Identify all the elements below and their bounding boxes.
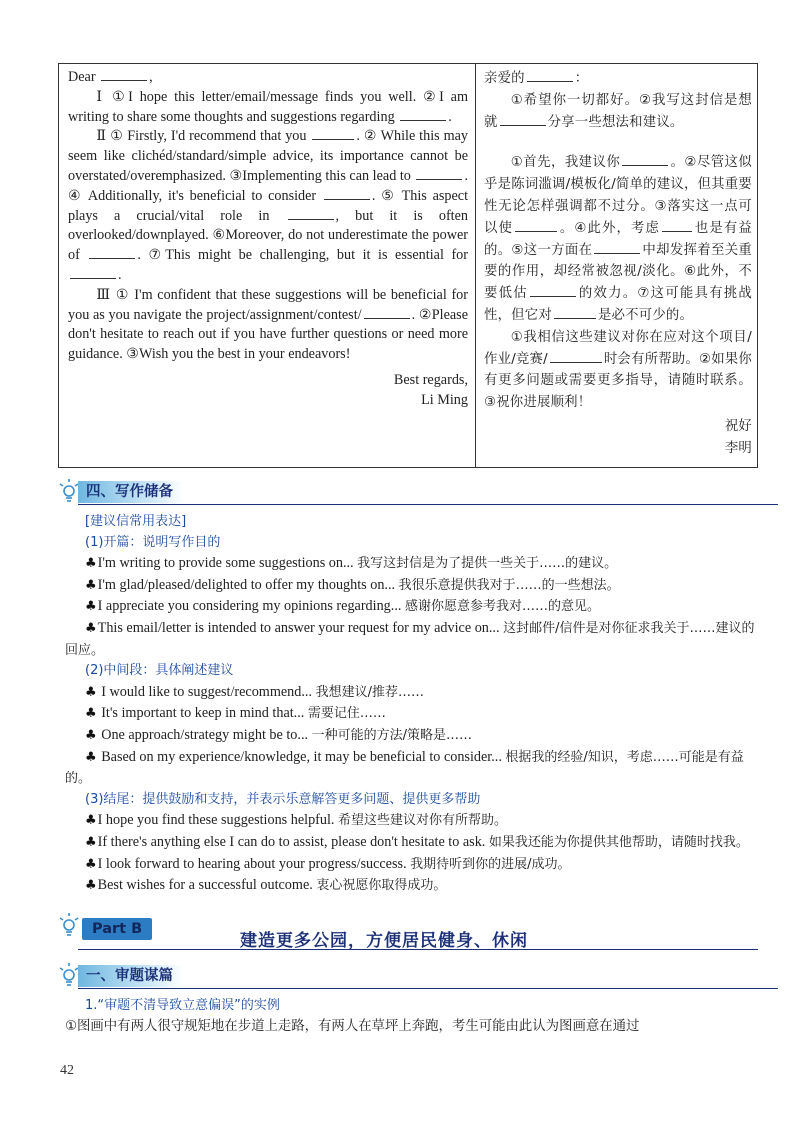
blank	[89, 246, 135, 259]
blank	[324, 187, 370, 200]
bulb-icon	[58, 962, 80, 988]
blank	[364, 306, 410, 319]
club-icon: ♣	[85, 599, 97, 615]
club-icon: ♣	[85, 684, 97, 700]
blank	[530, 284, 576, 297]
club-icon: ♣	[85, 727, 97, 743]
blank	[594, 241, 640, 254]
club-icon: ♣	[85, 556, 97, 572]
divider	[78, 949, 758, 950]
category-label: [建议信常用表达]	[85, 514, 187, 529]
club-icon: ♣	[85, 577, 97, 593]
club-icon: ♣	[85, 834, 97, 850]
letter-english-column	[59, 64, 476, 467]
list-item: ♣I hope you find these suggestions helpful. 希望这些建议对你有所帮助。	[85, 812, 508, 829]
blank	[515, 219, 557, 232]
club-icon: ♣	[85, 620, 97, 636]
en-salutation: Dear ,	[68, 69, 153, 85]
blank	[622, 153, 668, 166]
part-b-label: Part B	[82, 918, 152, 940]
list-item: ♣ It's important to keep in mind that... 需要记住……	[85, 705, 386, 722]
en-paragraph-1: Ⅰ ①I hope this letter/email/message finds you well. ②I am writing to share some thoughts and suggestions regarding .	[68, 88, 468, 125]
subsection-title: 1.“审题不清导致立意偏误”的实例	[85, 998, 280, 1013]
list-item: ♣I'm writing to provide some suggestions on... 我写这封信是为了提供一些关于……的建议。	[85, 555, 618, 572]
letter-table	[58, 63, 758, 468]
blank	[70, 266, 116, 279]
club-icon: ♣	[85, 749, 97, 765]
list-item: ♣This email/letter is intended to answer your request for my advice on... 这封邮件/信件是对你征求我关于……建议的回应。	[65, 619, 755, 658]
list-item: ♣If there's anything else I can do to assist, please don't hesitate to ask. 如果我还能为你提供其他帮助，请随时找我。	[85, 833, 749, 850]
club-icon: ♣	[85, 813, 97, 829]
en-closing: Best regards,	[393, 371, 468, 388]
zh-paragraph-1: ①希望你一切都好。②我写这封信是想就 分享一些想法和建议。	[484, 92, 752, 130]
list-item: ♣I'm glad/pleased/delighted to offer my thoughts on... 我很乐意提供我对于……的一些想法。	[85, 576, 620, 593]
blank	[500, 113, 546, 126]
page-number: 42	[60, 1063, 74, 1078]
blank	[550, 350, 602, 363]
en-paragraph-3: Ⅲ ① I'm confident that these suggestions will be beneficial for you as you navigate the project/assignment/contest/ . ②Please don't hesitate to reach out if you have further questions or need more guidance. ③Wish you the best in your endeavors!	[68, 286, 468, 363]
section-1-body	[65, 996, 758, 1037]
blank	[312, 127, 354, 140]
zh-closing: 祝好	[724, 418, 752, 434]
blank	[101, 68, 147, 81]
list-item: ♣ Based on my experience/knowledge, it may be beneficial to consider... 根据我的经验/知识，考虑……可能是有益的。	[65, 748, 744, 787]
club-icon: ♣	[85, 878, 97, 894]
blank	[400, 108, 446, 121]
part-b-title: 建造更多公园，方便居民健身、休闲	[240, 931, 528, 951]
subsection-2-title: (2)中间段：具体阐述建议	[85, 663, 234, 679]
section-4-title: 四、写作储备	[78, 481, 183, 503]
zh-salutation: 亲爱的 ：	[484, 71, 589, 86]
section-1-title: 一、审题谋篇	[78, 965, 183, 987]
bulb-icon	[58, 912, 80, 938]
letter-chinese-column	[476, 64, 757, 467]
blank	[662, 219, 692, 232]
blank	[288, 207, 334, 220]
bulb-icon	[58, 478, 80, 504]
body-paragraph: ①图画中有两人很守规矩地在步道上走路，有两人在草坪上奔跑，考生可能由此认为图画意在通过	[65, 1018, 640, 1034]
zh-paragraph-2: ①首先，我建议你 。②尽管这似乎是陈词滥调/模板化/简单的建议，但其重要性无论怎样强调都不过分。③落实这一点可以使 。④此外，考虑 也是有益的。⑤这一方面在 中却发挥着至关重要的作用，却经常被忽视/淡化。⑥此外，不要低估 的效力。⑦这可能具有挑战性，但它对 是必不可少的。	[484, 155, 752, 323]
blank	[416, 167, 462, 180]
blank	[527, 69, 573, 82]
divider	[78, 988, 778, 989]
zh-paragraph-3: ①我相信这些建议对你在应对这个项目/作业/竞赛/ 时会有所帮助。②如果你有更多问题或需要更多指导，请随时联系。③祝你进展顺利！	[484, 329, 752, 411]
list-item: ♣ I would like to suggest/recommend... 我想建议/推荐……	[85, 683, 424, 700]
list-item: ♣ One approach/strategy might be to... 一种可能的方法/策略是……	[85, 726, 472, 743]
list-item: ♣I appreciate you considering my opinions regarding... 感谢你愿意参考我对……的意见。	[85, 598, 600, 615]
divider	[78, 504, 778, 505]
list-item: ♣I look forward to hearing about your progress/success. 我期待听到你的进展/成功。	[85, 855, 571, 872]
section-4-body	[65, 512, 758, 897]
club-icon: ♣	[85, 856, 97, 872]
zh-signature: 李明	[724, 440, 752, 456]
en-signature: Li Ming	[421, 391, 468, 408]
subsection-1-title: (1)开篇：说明写作目的	[85, 534, 221, 550]
blank	[554, 306, 596, 319]
en-paragraph-2: Ⅱ ① Firstly, I'd recommend that you . ② While this may seem like clichéd/standard/simple advice, its importance cannot be overstated/overemphasized. ③Implementing this can lead to . ④ Additionally, it's beneficial to consider . ⑤ This aspect plays a crucial/vital role in , but it is often overlooked/downplayed. ⑥Moreover, do not underestimate the power of . ⑦This might be challenging, but it is essential for .	[68, 128, 469, 283]
subsection-3-title: (3)结尾：提供鼓励和支持，并表示乐意解答更多问题、提供更多帮助	[85, 791, 481, 807]
club-icon: ♣	[85, 706, 97, 722]
list-item: ♣Best wishes for a successful outcome. 衷心祝愿你取得成功。	[85, 877, 447, 894]
